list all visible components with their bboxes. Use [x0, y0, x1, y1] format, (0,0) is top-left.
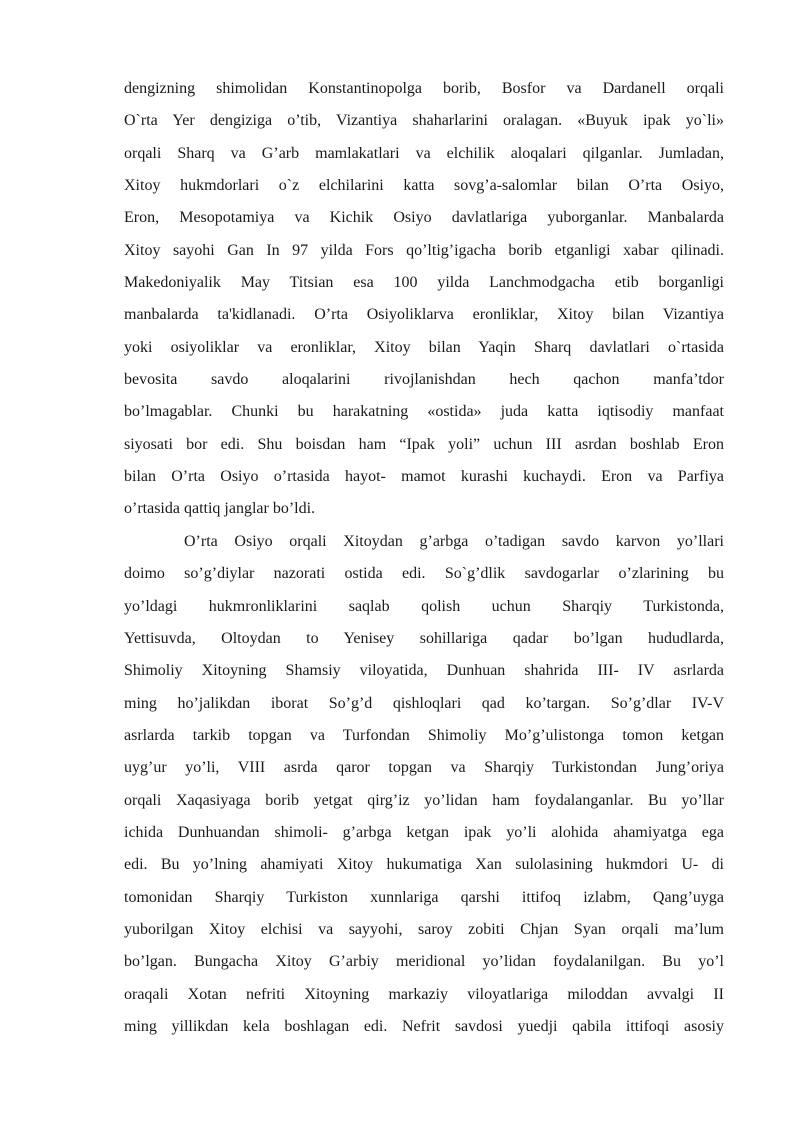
- text-line: bevosita savdo aloqalarini rivojlanishdan hech qachon manfa’tdor: [124, 371, 724, 389]
- paragraph-2: [124, 526, 724, 1044]
- text-line: Makedoniyalik May Titsian esa 100 yilda Lanchmodgacha etib borganligi: [124, 274, 724, 292]
- text-line: siyosati bor edi. Shu boisdan ham “Ipak yoli” uchun III asrdan boshlab Eron: [124, 435, 724, 453]
- text-line: Eron, Mesopotamiya va Kichik Osiyo davlatlariga yuborganlar. Manbalarda: [124, 209, 724, 227]
- text-line: bo’lgan. Bungacha Xitoy G’arbiy meridional yo’lidan foydalanilgan. Bu yo’l: [124, 953, 724, 971]
- text-line: ming ho’jalikdan iborat So’g’d qishloqlari qad ko’targan. So’g’dlar IV-V: [124, 694, 724, 712]
- text-line: edi. Bu yo’lning ahamiyati Xitoy hukumatiga Xan sulolasining hukmdori U- di: [124, 856, 724, 874]
- text-line: bo’lmagablar. Chunki bu harakatning «ostida» juda katta iqtisodiy manfaat: [124, 403, 724, 421]
- text-line: yoki osiyoliklar va eronliklar, Xitoy bilan Yaqin Sharq davlatlari o`rtasida: [124, 338, 724, 356]
- text-line: asrlarda tarkib topgan va Turfondan Shimoliy Mo’g’ulistonga tomon ketgan: [124, 726, 724, 744]
- text-line: O`rta Yer dengiziga o’tib, Vizantiya shaharlarini oralagan. «Buyuk ipak yo`li»: [124, 112, 724, 130]
- text-line: oraqali Xotan nefriti Xitoyning markaziy viloyatlariga miloddan avvalgi II: [124, 985, 724, 1003]
- text-line: orqali Sharq va G’arb mamlakatlari va elchilik aloqalari qilganlar. Jumladan,: [124, 144, 724, 162]
- text-line: tomonidan Sharqiy Turkiston xunnlariga qarshi ittifoq izlabm, Qang’uyga: [124, 888, 724, 906]
- document-page: [124, 73, 724, 1043]
- text-line: doimo so’g’diylar nazorati ostida edi. So`g’dlik savdogarlar o’zlarining bu: [124, 565, 724, 583]
- text-line: Shimoliy Xitoyning Shamsiy viloyatida, Dunhuan shahrida III- IV asrlarda: [124, 662, 724, 680]
- text-line: yuborilgan Xitoy elchisi va sayyohi, saroy zobiti Chjan Syan orqali ma’lum: [124, 920, 724, 938]
- text-line: Yettisuvda, Oltoydan to Yenisey sohillariga qadar bo’lgan hududlarda,: [124, 629, 724, 647]
- paragraph-1: [124, 73, 724, 526]
- text-line: O’rta Osiyo orqali Xitoydan g’arbga o’tadigan savdo karvon yo’llari: [184, 532, 724, 550]
- text-line: dengizning shimolidan Konstantinopolga borib, Bosfor va Dardanell orqali: [124, 80, 724, 97]
- text-line: Xitoy sayohi Gan In 97 yilda Fors qo’ltig’igacha borib etganligi xabar qilinadi.: [124, 241, 724, 259]
- text-line: yo’ldagi hukmronliklarini saqlab qolish uchun Sharqiy Turkistonda,: [124, 597, 724, 615]
- text-line: bilan O’rta Osiyo o’rtasida hayot- mamot kurashi kuchaydi. Eron va Parfiya: [124, 468, 724, 486]
- text-line: o’rtasida qattiq janglar bo’ldi.: [124, 500, 316, 518]
- text-line: ichida Dunhuandan shimoli- g’arbga ketgan ipak yo’li alohida ahamiyatga ega: [124, 823, 724, 841]
- text-line: orqali Xaqasiyaga borib yetgat qirg’iz yo’lidan ham foydalanganlar. Bu yo’llar: [124, 791, 724, 809]
- text-line: Xitoy hukmdorlari o`z elchilarini katta sovg’a-salomlar bilan O’rta Osiyo,: [124, 177, 724, 195]
- text-line: manbalarda ta'kidlanadi. O’rta Osiyoliklarva eronliklar, Xitoy bilan Vizantiya: [124, 306, 724, 324]
- text-line: uyg’ur yo’li, VIII asrda qaror topgan va Sharqiy Turkistondan Jung’oriya: [124, 759, 724, 777]
- text-line: ming yillikdan kela boshlagan edi. Nefrit savdosi yuedji qabila ittifoqi asosiy: [124, 1017, 724, 1035]
